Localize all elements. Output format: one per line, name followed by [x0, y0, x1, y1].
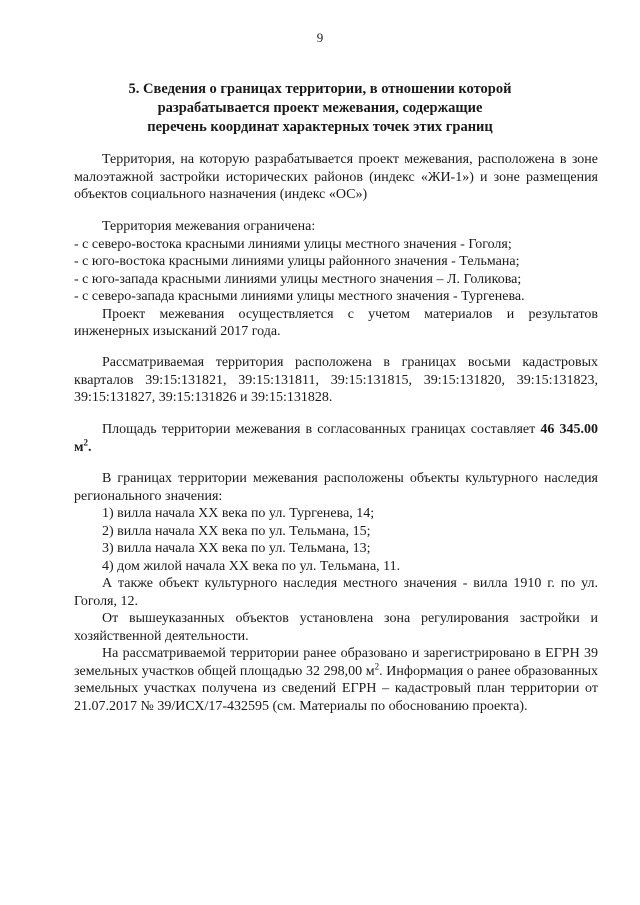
section-title [60, 80, 580, 137]
boundaries-lead: Территория межевания ограничена: [102, 219, 316, 234]
heritage-item: 1) вилла начала XX века по ул. Тургенева, 14; [102, 506, 375, 521]
intro-paragraph: Территория, на которую разрабатывается проект межевания, расположена в зоне малоэтажной застройки исторических районов (индекс «ЖИ-1») и зоне размещения объектов социального назначения (индекс «ОС») [74, 152, 598, 202]
heritage-lead: В границах территории межевания расположены объекты культурного наследия регионального значения: [74, 471, 598, 504]
section-title-line: разрабатывается проект межевания, содержащие [157, 100, 483, 116]
heritage-item: 3) вилла начала XX века по ул. Тельмана, 13; [102, 541, 371, 556]
boundary-item: - с северо-востока красными линиями улицы местного значения - Гоголя; [74, 236, 512, 252]
egrn-paragraph: На рассматриваемой территории ранее образовано и зарегистрировано в ЕГРН 39 земельных участков общей площадью 32 298,00 $м^2$. Информация о ранее образованных земельных участках получена из сведений ЕГРН – кадастровый план территории от 21.07.2017 № 39/ИСХ/17-432595 (см. Материалы по обоснованию проекта). [74, 646, 598, 714]
cadastral-paragraph: Рассматриваемая территория расположена в границах восьми кадастровых кварталов 39:15:131821, 39:15:131811, 39:15:131815, 39:15:131820, 39:15:131823, 39:15:131827, 39:15:131826 и 39:15:131828. [74, 355, 598, 405]
survey-note: Проект межевания осуществляется с учетом материалов и результатов инженерных изысканий 2017 года. [74, 306, 598, 339]
boundary-item: - с северо-запада красными линиями улицы местного значения - Тургенева. [74, 289, 525, 304]
page-number: 9 [316, 30, 324, 45]
zone-note: От вышеуказанных объектов установлена зона регулирования застройки и хозяйственной деятельности. [74, 611, 598, 644]
boundary-item: - с юго-запада красными линиями улицы местного значения – Л. Голикова; [74, 271, 522, 287]
area-value: 46 345.00 $м^2$. [74, 422, 599, 455]
heritage-section [74, 470, 598, 715]
egrn-area-power: 2 [374, 660, 380, 671]
boundary-item: - с юго-востока красными линиями улицы районного значения - Тельмана; [74, 254, 520, 269]
local-heritage-object: А также объект культурного наследия местного значения - вилла 1910 г. по ул. Гоголя, 12. [74, 576, 598, 609]
boundaries-section [74, 218, 598, 341]
section-title-line: перечень координат характерных точек этих границ [147, 119, 493, 135]
area-text: Площадь территории межевания в согласованных границах составляет [102, 422, 536, 437]
area-paragraph [74, 421, 598, 456]
heritage-item: 4) дом жилой начала XX века по ул. Тельмана, 11. [102, 558, 401, 574]
heritage-item: 2) вилла начала XX века по ул. Тельмана, 15; [102, 523, 371, 539]
area-unit-power: 2 [83, 436, 89, 447]
section-title-line: 5. Сведения о границах территории, в отношении которой [128, 81, 512, 97]
